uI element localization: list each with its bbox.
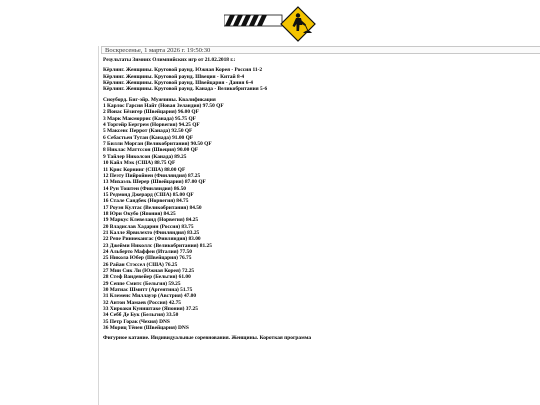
snowboard-result: 3 Марк Макморрис (Канада) 95.75 QF [103,115,196,122]
snowboard-result: 33 Хироаки Куништаке (Япония) 37.25 [103,306,198,313]
snowboard-result: 5 Максенс Перрот (Канада) 92.50 QF [103,128,193,135]
page-left-border [98,46,99,405]
snowboard-result: 10 Кайл Мэк (США) 88.75 QF [103,160,176,167]
under-construction-graphic [224,6,316,42]
construction-sign-icon [281,7,315,41]
snowboard-result: 6 Себастьен Тутан (Канада) 91.00 QF [103,134,194,141]
snowboard-result: 30 Матиас Шмитт (Аргентина) 51.75 [103,287,193,294]
snowboard-result: 29 Сеппе Смитс (Бельгия) 59.25 [103,280,181,287]
snowboard-result: 2 Йонас Бёзигер (Швейцария) 96.00 QF [103,109,199,116]
snowboard-result: 8 Никлас Маттссон (Швеция) 90.00 QF [103,147,199,154]
snowboard-result: 35 Петр Горак (Чехия) DNS [103,318,170,325]
curling-result: Кёрлинг. Женщины. Круговой раунд. Канада - Великобритания 5-6 [103,86,268,93]
snowboard-result: 4 Торгейр Бергрем (Норвегия) 94.25 QF [103,122,200,129]
snowboard-result: 20 Владислав Хадарин (Россия) 83.75 [103,223,194,230]
snowboard-result: 7 Билли Морган (Великобритания) 90.50 QF [103,141,212,148]
snowboard-result: 1 Карлос Гарсия Найт (Новая Зеландия) 97.50 QF [103,103,224,110]
snowboard-result: 32 Антон Мамаев (Россия) 42.75 [103,299,181,306]
curling-result: Кёрлинг. Женщины. Круговой раунд. Швейцария - Дания 6-4 [103,80,253,87]
snowboard-result: 19 Маркус Клевеланд (Норвегия) 84.25 [103,217,199,224]
curling-results [103,67,540,92]
snowboard-result: 25 Никола Юбер (Швейцария) 76.75 [103,255,192,262]
curling-result: Кёрлинг. Женщины. Круговой раунд. Швеция - Китай 8-4 [103,73,245,80]
snowboard-result: 9 Тайлер Николсон (Канада) 89.25 [103,153,187,160]
snowboard-result: 13 Михаэль Шерер (Швейцария) 87.00 QF [103,179,206,186]
snowboard-result: 22 Репе Риннекангас (Финляндия) 83.00 [103,236,201,243]
results-content [103,57,540,342]
snowboard-heading: Сноуборд. Биг-эйр. Мужчины. Квалификация [103,96,216,103]
snowboard-result: 23 Джейми Николлс (Великобритания) 81.25 [103,242,212,249]
snowboard-result: 26 Райан Стэссел (США) 76.25 [103,261,178,268]
snowboard-result: 11 Крис Корнинг (США) 88.00 QF [103,166,186,173]
snowboard-result: 21 Калле Ярвилехто (Финляндия) 83.25 [103,229,200,236]
snowboard-result: 17 Роуэн Култас (Великобритания) 84.50 [103,204,202,211]
results-heading: Результаты Зимних Олимпийских игр от 21.02.2018 г.: [103,57,236,63]
snowboard-result: 14 Рун Тоштен (Финляндия) 86.50 [103,185,186,192]
snowboard-result: 24 Альберто Маффеи (Италия) 77.50 [103,248,192,255]
snowboard-results-list [103,103,540,331]
snowboard-result: 16 Стале Сандбек (Норвегия) 84.75 [103,198,189,205]
snowboard-result: 31 Клеменс Миллауэр (Австрия) 47.00 [103,293,197,300]
snowboard-result: 28 Стеф Вандевейер (Бельгия) 61.00 [103,274,191,281]
snowboard-result: 34 Себб Де Бук (Бельгия) 33.50 [103,312,179,319]
snowboard-result: 15 Редмонд Джерард (США) 85.00 QF [103,191,194,198]
snowboard-result: 12 Пеэту Пийройнен (Финляндия) 87.25 [103,172,201,179]
curling-result: Кёрлинг. Женщины. Круговой раунд. Южная Корея - Россия 11-2 [103,67,263,74]
construction-barrier-icon [224,15,282,26]
snowboard-result: 27 Мин Сик Ли (Южная Корея) 72.25 [103,268,195,274]
date-bar: Воскресенье, 1 марта 2026 г. 19:50:30 [101,46,540,54]
snowboard-result: 18 Юри Окубо (Япония) 84.25 [103,210,176,217]
figure-skating-heading: Фигурное катание. Индивидуальные соревнования. Женщины. Короткая программа [103,335,312,342]
snowboard-result: 36 Мориц Тёнен (Швейцария) DNS [103,325,189,332]
